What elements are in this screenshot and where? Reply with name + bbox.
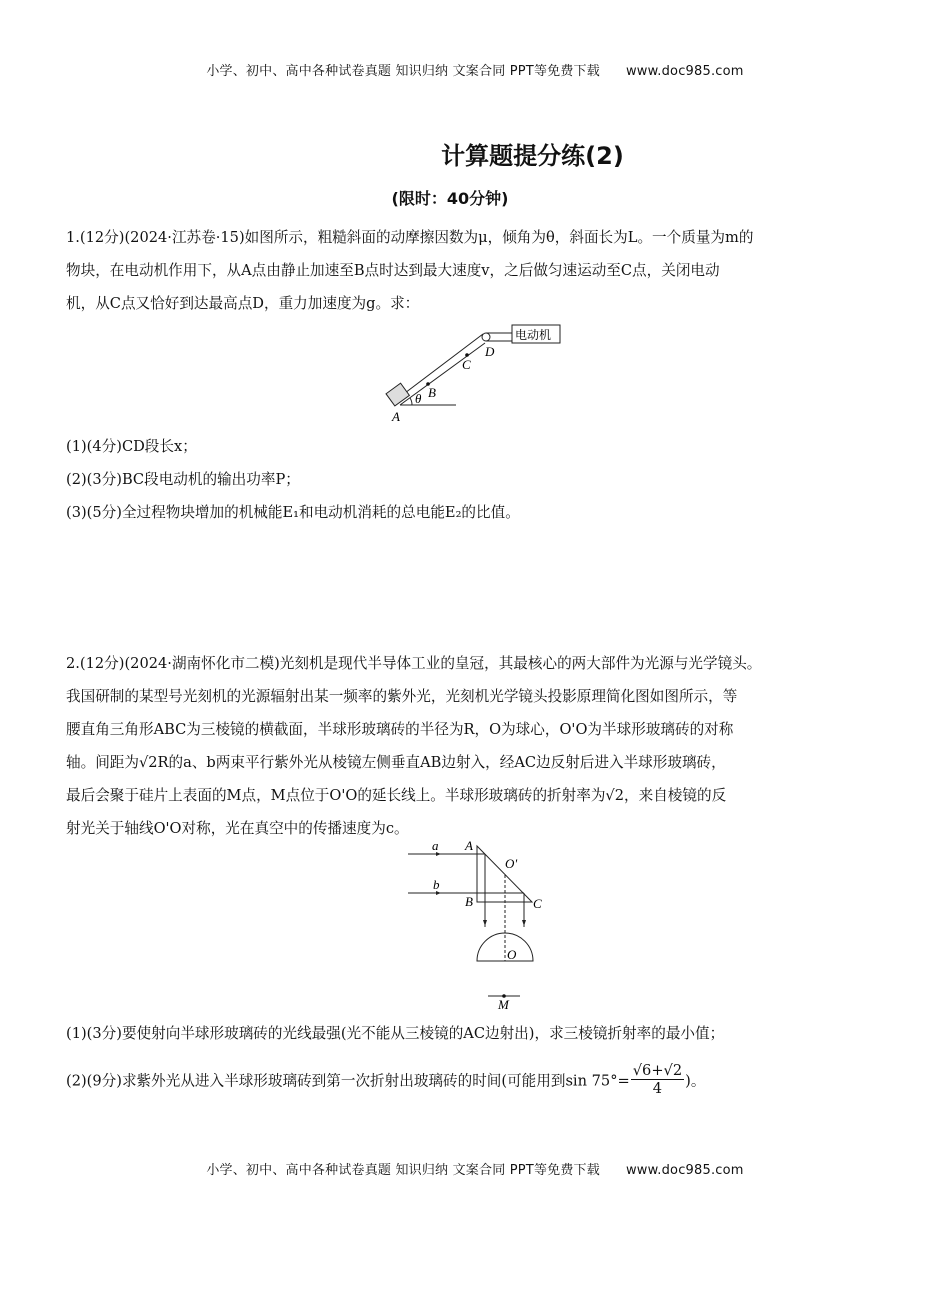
svg-text:O: O — [507, 947, 517, 962]
page-title: 计算题提分练(2) — [441, 142, 624, 170]
svg-text:b: b — [433, 877, 440, 892]
block — [386, 383, 409, 406]
header-url[interactable]: www.doc985.com — [625, 64, 744, 79]
footer-url[interactable]: www.doc985.com — [625, 1163, 744, 1178]
q2-line: 最后会聚于硅片上表面的M点，M点位于O'O的延长线上。半球形玻璃砖的折射率为√2，来自棱镜的反 — [66, 787, 727, 804]
q1-incline-figure — [380, 318, 570, 428]
sin75-fraction — [631, 1062, 684, 1097]
svg-text:B: B — [428, 385, 436, 400]
q1-part-2: (2)(3分)BC段电动机的输出功率P； — [66, 471, 300, 488]
svg-text:A: A — [465, 838, 473, 853]
svg-text:a: a — [432, 838, 439, 853]
time-limit: (限时：40分钟) — [391, 189, 509, 208]
fraction-numerator: √6+√2 — [632, 1062, 683, 1079]
q2-line: 射光关于轴线O'O对称，光在真空中的传播速度为c。 — [66, 820, 409, 837]
q1-part-1: (1)(4分)CD段长x； — [66, 438, 197, 455]
q2-part-2-text: (2)(9分)求紫外光从进入半球形玻璃砖到第一次折射出玻璃砖的时间(可能用到sin 75°= — [66, 1072, 630, 1090]
svg-text:C: C — [462, 357, 471, 372]
header-text: 小学、初中、高中各种试卷真题 知识归纳 文案合同 PPT等免费下载 — [206, 64, 600, 79]
svg-text:B: B — [465, 894, 473, 909]
page-footer — [0, 1159, 950, 1178]
q1-part-3: (3)(5分)全过程物块增加的机械能E₁和电动机消耗的总电能E₂的比值。 — [66, 504, 520, 521]
svg-text:电动机: 电动机 — [515, 328, 552, 342]
svg-text:A: A — [392, 409, 400, 424]
svg-text:O': O' — [505, 856, 518, 871]
q2-line: 2.(12分)(2024·湖南怀化市二模)光刻机是现代半导体工业的皇冠，其最核心的两大部件为光源与光学镜头。 — [66, 655, 762, 672]
svg-text:D: D — [485, 344, 495, 359]
q2-line: 腰直角三角形ABC为三棱镜的横截面，半球形玻璃砖的半径为R，O为球心，O'O为半球形玻璃砖的对称 — [66, 721, 734, 738]
q1-line: 机，从C点又恰好到达最高点D，重力加速度为g。求： — [66, 295, 420, 312]
q1-line: 物块，在电动机作用下，从A点由静止加速至B点时达到最大速度v，之后做匀速运动至C点，关闭电动 — [66, 262, 720, 279]
svg-text:C: C — [533, 896, 542, 911]
svg-text:M: M — [498, 997, 509, 1012]
q2-part-2 — [66, 1064, 705, 1099]
footer-text: 小学、初中、高中各种试卷真题 知识归纳 文案合同 PPT等免费下载 — [206, 1163, 600, 1178]
q2-part-2-tail: )。 — [685, 1072, 706, 1090]
page-header — [0, 60, 950, 79]
q2-optics-figure — [400, 835, 550, 1015]
q2-line: 轴。间距为√2R的a、b两束平行紫外光从棱镜左侧垂直AB边射入，经AC边反射后进入半球形玻璃砖， — [66, 754, 726, 771]
svg-text:θ: θ — [415, 391, 422, 406]
q1-line: 1.(12分)(2024·江苏卷·15)如图所示，粗糙斜面的动摩擦因数为μ，倾角为θ，斜面长为L。一个质量为m的 — [66, 229, 754, 246]
q2-line: 我国研制的某型号光刻机的光源辐射出某一频率的紫外光，光刻机光学镜头投影原理简化图如图所示，等 — [66, 688, 738, 705]
fraction-denominator: 4 — [652, 1080, 663, 1097]
q2-part-1: (1)(3分)要使射向半球形玻璃砖的光线最强(光不能从三棱镜的AC边射出)，求三棱镜折射率的最小值； — [66, 1025, 725, 1042]
